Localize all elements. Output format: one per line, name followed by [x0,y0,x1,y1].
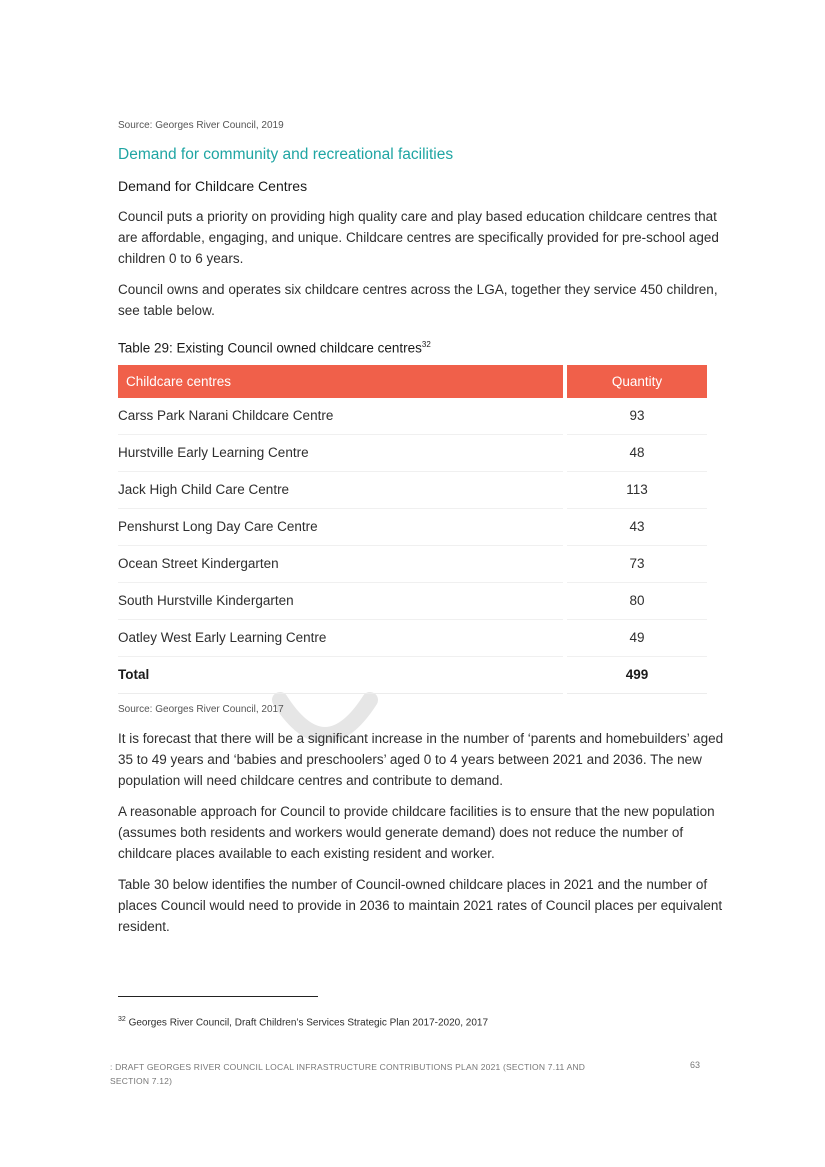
centre-quantity: 73 [567,546,707,583]
centre-name: Carss Park Narani Childcare Centre [118,398,563,435]
subsection-heading: Demand for Childcare Centres [118,178,308,194]
paragraph-operations: Council owns and operates six childcare centres across the LGA, together they service 450 children, see table below. [118,282,718,318]
paragraph-priority: Council puts a priority on providing high quality care and play based education childcare centres that are affordable, engaging, and unique. Childcare centres are specifically provided for pre-school aged children 0 to 6 years. [118,209,719,266]
source-note-top: Source: Georges River Council, 2019 [118,120,284,131]
total-label: Total [118,657,563,694]
childcare-centres-table [114,365,711,694]
centre-quantity: 48 [567,435,707,472]
centre-name: Jack High Child Care Centre [118,472,563,509]
footnote-ref: 32 [118,1016,126,1023]
source-note-table: Source: Georges River Council, 2017 [118,703,284,715]
centre-name: Oatley West Early Learning Centre [118,620,563,657]
centre-name: Ocean Street Kindergarten [118,546,563,583]
table-row [118,472,707,509]
footnote-divider [118,996,318,997]
centre-name: Hurstville Early Learning Centre [118,435,563,472]
footnote [118,1016,488,1028]
section-heading: Demand for community and recreational facilities [118,146,454,163]
header-quantity: Quantity [567,365,707,398]
table-caption-text: Table 29: Existing Council owned childcare centres [118,340,422,356]
header-childcare-centres: Childcare centres [118,365,563,398]
table-total-row [118,657,707,694]
centre-quantity: 80 [567,583,707,620]
table-row [118,398,707,435]
page-footer: : DRAFT GEORGES RIVER COUNCIL LOCAL INFRASTRUCTURE CONTRIBUTIONS PLAN 2021 (SECTION 7.11 AND SECTION 7.12) [110,1062,586,1086]
table-caption [118,335,728,359]
centre-name: Penshurst Long Day Care Centre [118,509,563,546]
centre-name: South Hurstville Kindergarten [118,583,563,620]
centre-quantity: 43 [567,509,707,546]
table-row [118,435,707,472]
table-row [118,583,707,620]
paragraph-forecast: It is forecast that there will be a significant increase in the number of ‘parents and homebuilders’ aged 35 to 49 years and ‘babies and preschoolers’ aged 0 to 4 years between 2021 and 2036. The new population will need childcare centres and contribute to demand. [118,730,724,788]
table-row [118,620,707,657]
paragraph-table30: Table 30 below identifies the number of Council-owned childcare places in 2021 and the number of places Council would need to provide in 2036 to maintain 2021 rates of Council places per equivalent resident. [118,876,723,934]
centre-quantity: 113 [567,472,707,509]
total-value: 499 [567,657,707,694]
centre-quantity: 49 [567,620,707,657]
centre-quantity: 93 [567,398,707,435]
table-row [118,509,707,546]
main-content [118,118,728,937]
table-row [118,546,707,583]
paragraph-approach: A reasonable approach for Council to provide childcare facilities is to ensure that the new population (assumes both residents and workers would generate demand) does not reduce the number of childcare places available to each existing resident and worker. [118,803,715,861]
table-caption-footnote-ref: 32 [421,340,431,349]
page-number: 63 [690,1060,701,1070]
footnote-text: Georges River Council, Draft Children’s Services Strategic Plan 2017-2020, 2017 [125,1017,489,1029]
table-header-row [118,365,707,398]
